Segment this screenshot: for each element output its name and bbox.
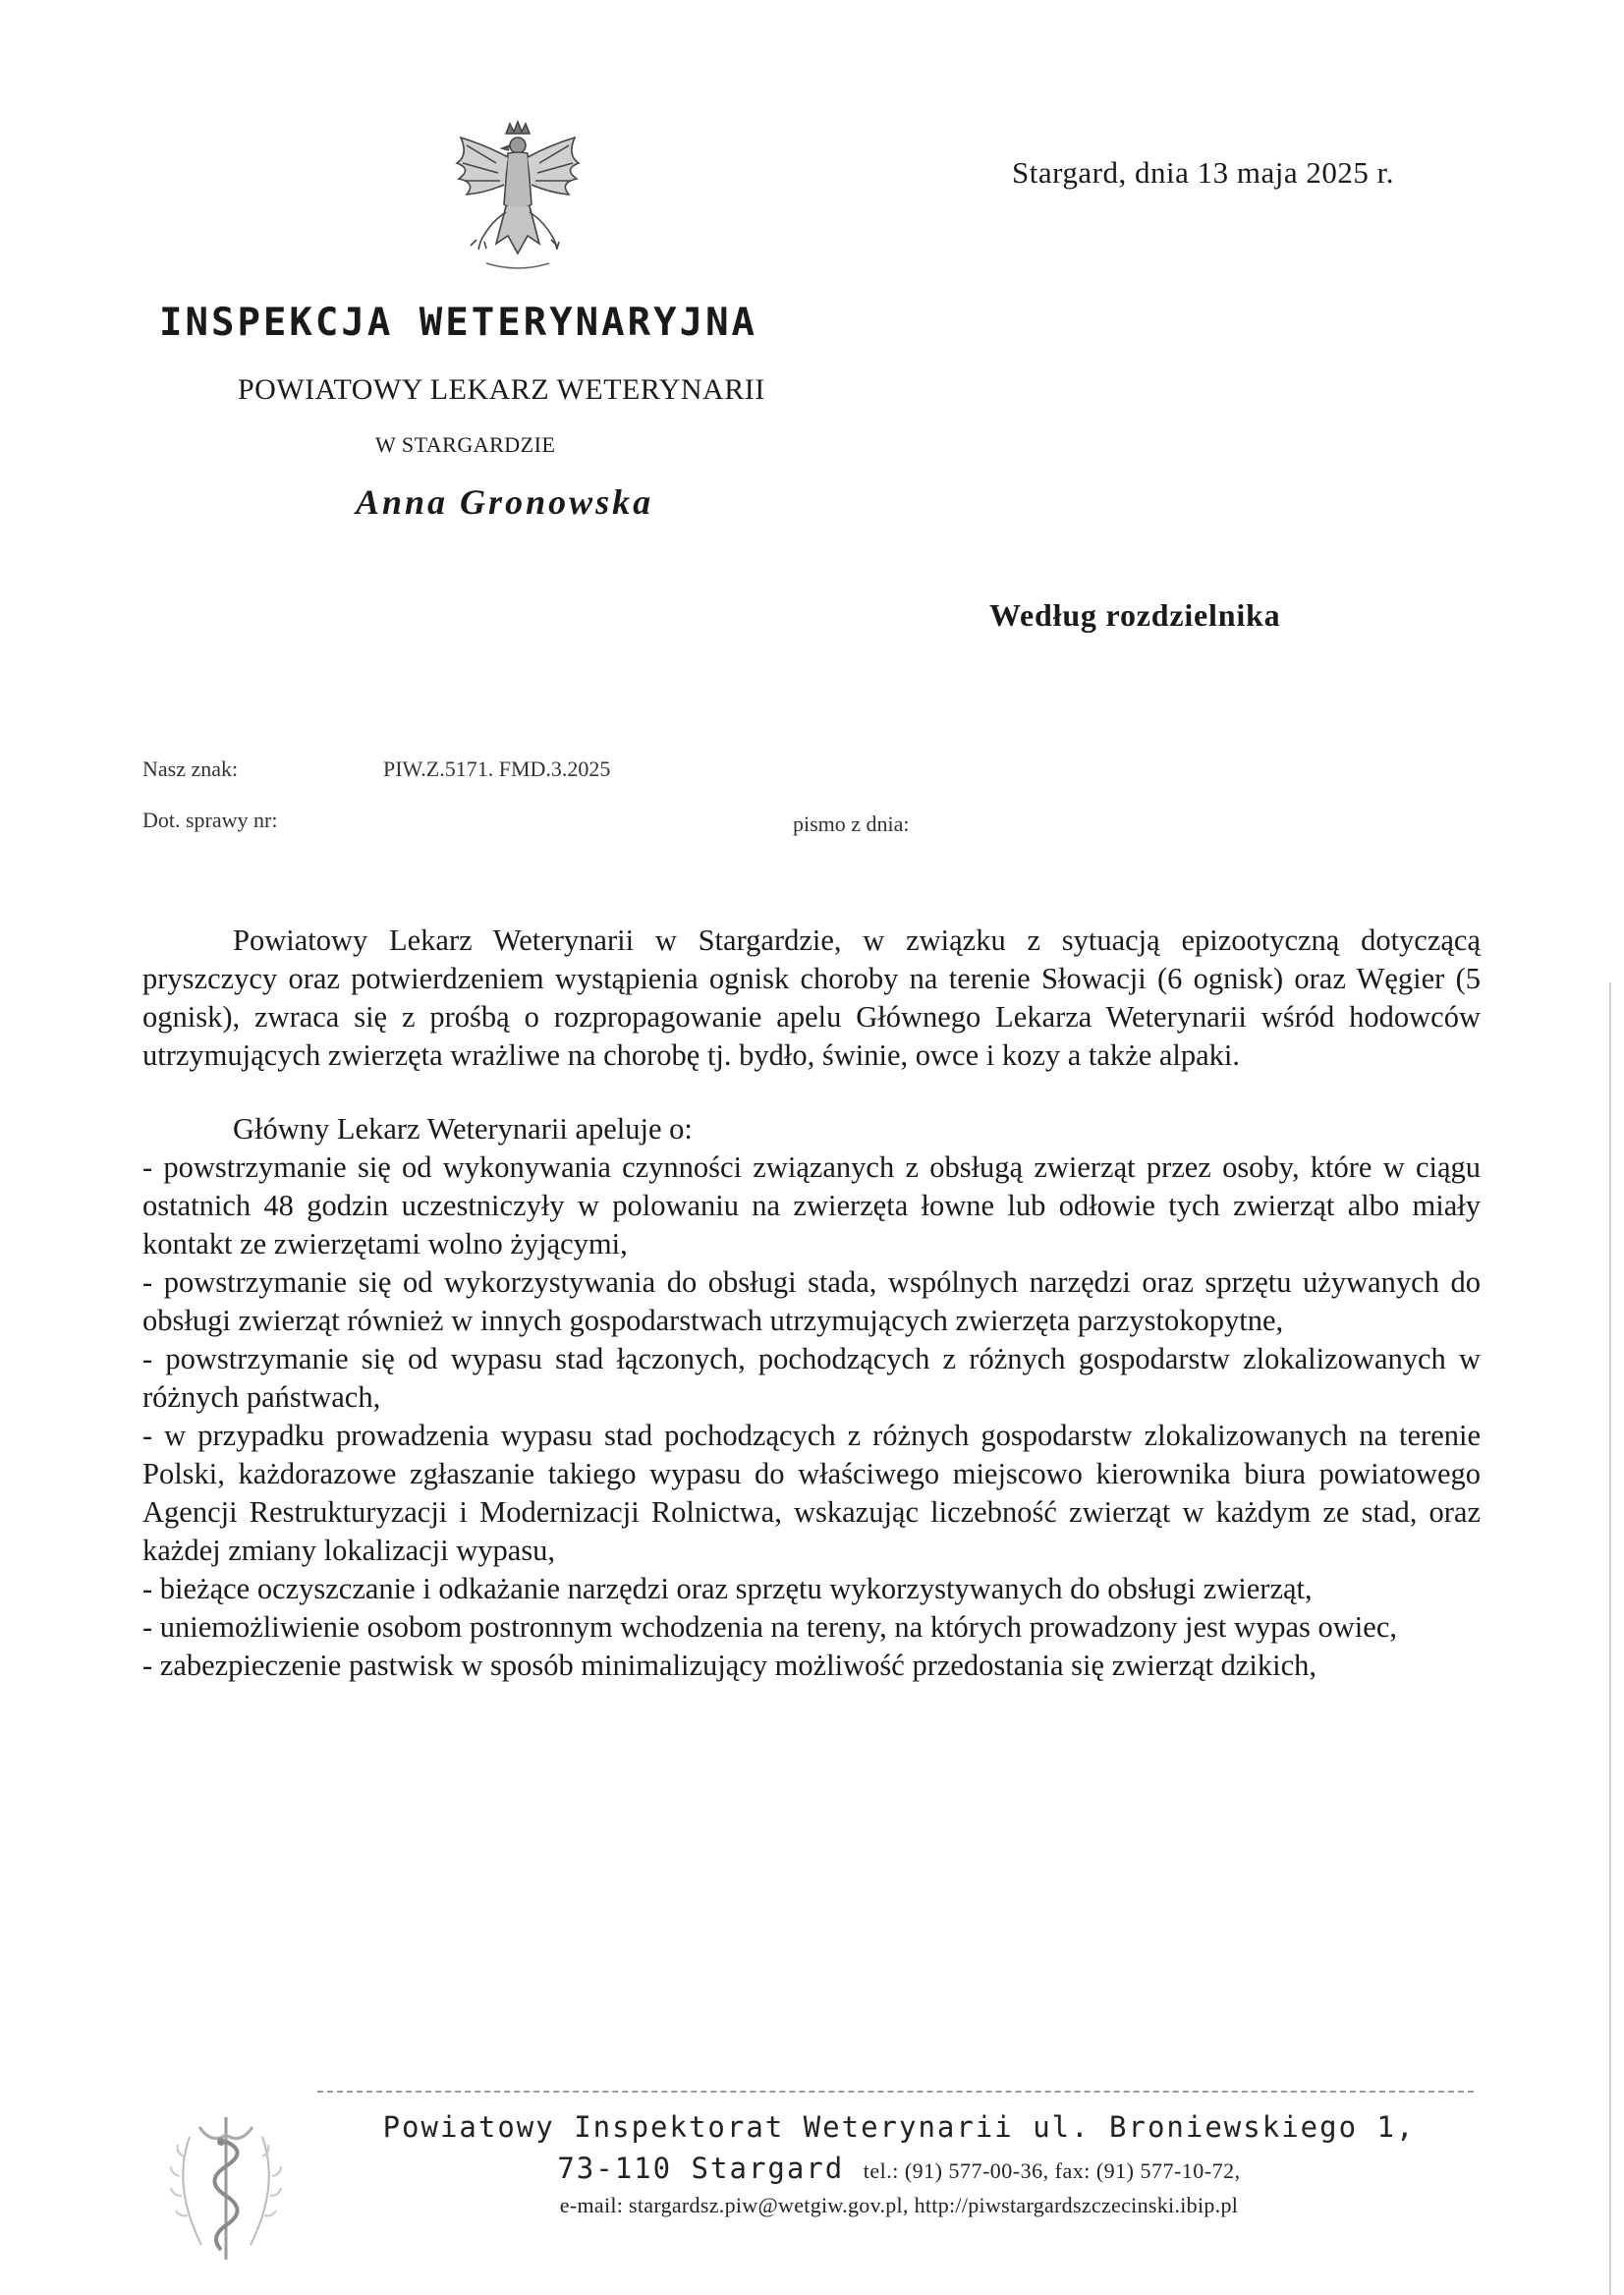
footer-postal-city: 73-110 Stargard (557, 2152, 845, 2185)
case-number-label: Dot. sprawy nr: (142, 808, 278, 832)
intro-paragraph: Powiatowy Lekarz Weterynarii w Stargardzie, w związku z sytuacją epizootyczną dotyczącą pryszczycy oraz potwierdzeniem wystąpienia ognisk choroby na terenie Słowacji (6 ognisk) oraz Węgier (5 ognisk), zwraca się z prośbą o rozpropagowanie apelu Głównego Lekarza Weterynarii wśród hodowców utrzymujących zwierzęta wrażliwe na chorobę tj. bydło, świnie, owce i kozy a także alpaki. (142, 924, 1481, 1072)
list-item: - bieżące oczyszczanie i odkażanie narzędzi oraz sprzętu wykorzystywanych do obsługi zwierząt, (142, 1572, 1313, 1605)
department-name: POWIATOWY LEKARZ WETERYNARII (238, 373, 765, 406)
our-sign-label: Nasz znak: (142, 756, 239, 781)
footer-city-line (324, 2152, 1474, 2185)
list-item: - powstrzymanie się od wykorzystywania do obsługi stada, wspólnych narzędzi oraz sprzętu używanych do obsługi zwierząt również w innych gospodarstwach utrzymujących zwierzęta parzystokopytne, (142, 1265, 1481, 1337)
our-sign-value: PIW.Z.5171. FMD.3.2025 (383, 756, 611, 781)
organization-name: INSPEKCJA WETERYNARYJNA (159, 301, 758, 345)
department-city: W STARGARDZIE (375, 432, 556, 457)
footer-contact: e-mail: stargardsz.piw@wetgiw.gov.pl, http://piwstargardszczecinski.ibip.pl (559, 2193, 1239, 2217)
scan-edge-line (1609, 982, 1611, 2295)
letter-date: Stargard, dnia 13 maja 2025 r. (1012, 155, 1394, 190)
letter-body (142, 922, 1481, 1685)
polish-eagle-emblem-icon (447, 116, 589, 281)
list-item: - powstrzymanie się od wykonywania czynności związanych z obsługą zwierząt przez osoby, które w ciągu ostatnich 48 godzin uczestniczyły w polowaniu na zwierzęta łowne lub odłowie tych zwierząt albo miały kontakt ze zwierzętami wolno żyjącymi, (142, 1150, 1481, 1260)
recipient-line: Według rozdzielnika (989, 597, 1281, 633)
footer-phones: tel.: (91) 577-00-36, fax: (91) 577-10-72, (863, 2158, 1241, 2183)
list-item: - zabezpieczenie pastwisk w sposób minimalizujący możliwość przedostania się zwierząt dzikich, (142, 1649, 1316, 1682)
letter-date-label: pismo z dnia: (793, 812, 910, 836)
footer-address: Powiatowy Inspektorat Weterynarii ul. Broniewskiego 1, (382, 2110, 1416, 2144)
footer (324, 2110, 1474, 2218)
appeal-intro: Główny Lekarz Weterynarii apeluje o: (233, 1112, 693, 1146)
list-item: - uniemożliwienie osobom postronnym wchodzenia na tereny, na których prowadzony jest wypas owiec, (142, 1610, 1397, 1644)
footer-divider (317, 2091, 1474, 2093)
list-item: - powstrzymanie się od wypasu stad łączonych, pochodzących z różnych gospodarstw zlokalizowanych w różnych państwach, (142, 1342, 1481, 1414)
list-item: - w przypadku prowadzenia wypasu stad pochodzących z różnych gospodarstw zlokalizowanych na terenie Polski, każdorazowe zgłaszanie takiego wypasu do właściwego miejscowo kierownika biura powiatowego Agencji Restrukturyzacji i Modernizacji Rolnictwa, wskazując liczebność zwierząt w każdym ze stad, oraz każdej zmiany lokalizacji wypasu, (142, 1419, 1481, 1567)
official-name: Anna Gronowska (356, 482, 654, 522)
caduceus-logo-icon (162, 2098, 290, 2269)
